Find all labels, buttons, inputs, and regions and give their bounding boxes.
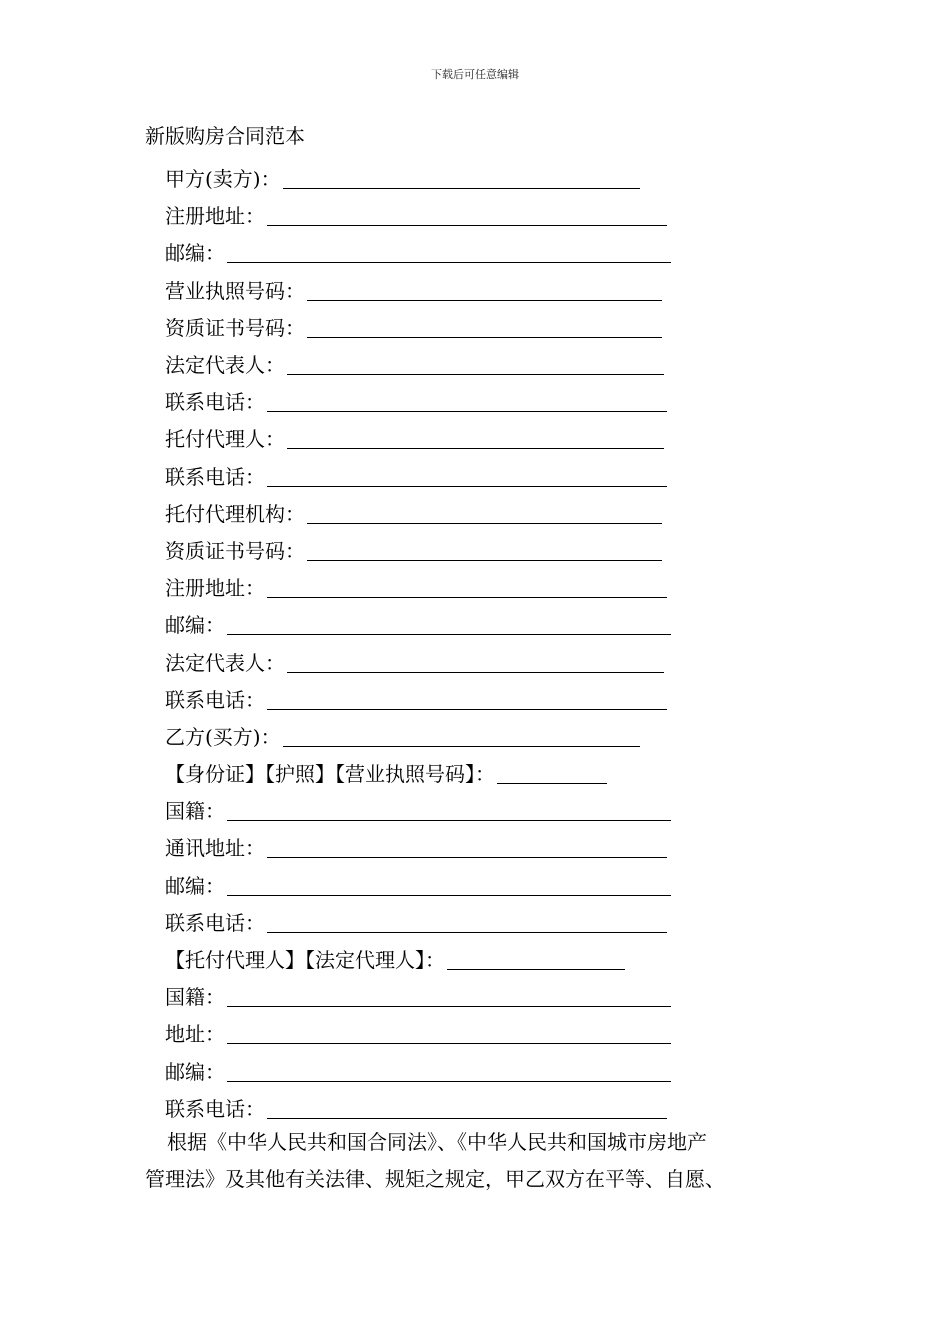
- blank-fill-line[interactable]: [497, 761, 607, 784]
- blank-fill-line[interactable]: [287, 352, 664, 375]
- field-label: 联系电话：: [165, 390, 265, 415]
- blank-fill-line[interactable]: [307, 315, 662, 338]
- field-row-legal-rep: [165, 642, 671, 679]
- blank-fill-line[interactable]: [267, 389, 667, 412]
- field-label: 国籍：: [165, 985, 225, 1010]
- field-label: 资质证书号码：: [165, 315, 305, 340]
- field-label: 注册地址：: [165, 576, 265, 601]
- field-label: 注册地址：: [165, 204, 265, 229]
- field-label: 营业执照号码：: [165, 278, 305, 303]
- field-row-qualification-cert: [165, 308, 671, 345]
- field-label: 地址：: [165, 1022, 225, 1047]
- blank-fill-line[interactable]: [267, 1096, 667, 1119]
- blank-fill-line[interactable]: [267, 464, 667, 487]
- blank-fill-line[interactable]: [307, 538, 662, 561]
- preamble-line: 根据《中华人民共和国合同法》、《中华人民共和国城市房地产: [167, 1130, 707, 1154]
- field-row-phone: [165, 903, 671, 940]
- blank-fill-line[interactable]: [227, 1021, 671, 1044]
- blank-fill-line[interactable]: [267, 203, 667, 226]
- field-label: 托付代理机构：: [165, 501, 305, 526]
- blank-fill-line[interactable]: [227, 798, 671, 821]
- field-row-phone: [165, 680, 671, 717]
- field-row-buyer: [165, 717, 671, 754]
- field-row-business-license: [165, 271, 671, 308]
- blank-fill-line[interactable]: [287, 426, 664, 449]
- field-row-seller: [165, 159, 671, 196]
- field-label: 乙方(买方)：: [165, 724, 281, 749]
- field-row-representative: [165, 940, 671, 977]
- field-row-phone: [165, 1089, 671, 1126]
- field-label: 联系电话：: [165, 464, 265, 489]
- field-label: 国籍：: [165, 799, 225, 824]
- blank-fill-line[interactable]: [287, 650, 664, 673]
- blank-fill-line[interactable]: [267, 687, 667, 710]
- field-label: 邮编：: [165, 241, 225, 266]
- field-row-legal-rep: [165, 345, 671, 382]
- field-row-registered-address: [165, 568, 671, 605]
- field-label: 联系电话：: [165, 910, 265, 935]
- field-label: 【身份证】【护照】【营业执照号码】：: [165, 762, 495, 787]
- blank-fill-line[interactable]: [227, 873, 671, 896]
- field-row-agent: [165, 419, 671, 456]
- field-row-postcode: [165, 866, 671, 903]
- header-note: 下载后可任意编辑: [431, 68, 519, 81]
- field-row-registered-address: [165, 196, 671, 233]
- document-title: 新版购房合同范本: [145, 124, 305, 148]
- field-row-qualification-cert: [165, 531, 671, 568]
- blank-fill-line[interactable]: [283, 724, 640, 747]
- field-label: 邮编：: [165, 1059, 225, 1084]
- blank-fill-line[interactable]: [307, 501, 662, 524]
- blank-fill-line[interactable]: [307, 278, 662, 301]
- field-label: 通讯地址：: [165, 836, 265, 861]
- blank-fill-line[interactable]: [227, 1059, 671, 1082]
- field-label: 联系电话：: [165, 687, 265, 712]
- field-label: 邮编：: [165, 873, 225, 898]
- blank-fill-line[interactable]: [283, 166, 640, 189]
- field-row-id-document: [165, 754, 671, 791]
- field-row-nationality: [165, 791, 671, 828]
- blank-fill-line[interactable]: [267, 835, 667, 858]
- field-label: 甲方(卖方)：: [165, 167, 281, 192]
- field-row-phone: [165, 382, 671, 419]
- blank-fill-line[interactable]: [447, 947, 625, 970]
- field-label: 资质证书号码：: [165, 538, 305, 563]
- field-label: 【托付代理人】【法定代理人】：: [165, 948, 445, 973]
- blank-fill-line[interactable]: [227, 984, 671, 1007]
- field-row-nationality: [165, 977, 671, 1014]
- field-row-mailing-address: [165, 828, 671, 865]
- field-label: 法定代表人：: [165, 650, 285, 675]
- field-label: 托付代理人：: [165, 427, 285, 452]
- preamble-line: 管理法》及其他有关法律、规矩之规定，甲乙双方在平等、自愿、: [145, 1167, 725, 1191]
- contract-fields: [165, 159, 671, 1126]
- blank-fill-line[interactable]: [227, 612, 671, 635]
- field-label: 法定代表人：: [165, 353, 285, 378]
- contract-preamble: [145, 1124, 815, 1198]
- field-row-phone: [165, 457, 671, 494]
- field-row-postcode: [165, 605, 671, 642]
- blank-fill-line[interactable]: [267, 575, 667, 598]
- blank-fill-line[interactable]: [227, 240, 671, 263]
- field-row-address: [165, 1014, 671, 1051]
- field-row-postcode: [165, 233, 671, 270]
- blank-fill-line[interactable]: [267, 910, 667, 933]
- field-label: 联系电话：: [165, 1096, 265, 1121]
- field-label: 邮编：: [165, 613, 225, 638]
- field-row-postcode: [165, 1052, 671, 1089]
- field-row-agency: [165, 494, 671, 531]
